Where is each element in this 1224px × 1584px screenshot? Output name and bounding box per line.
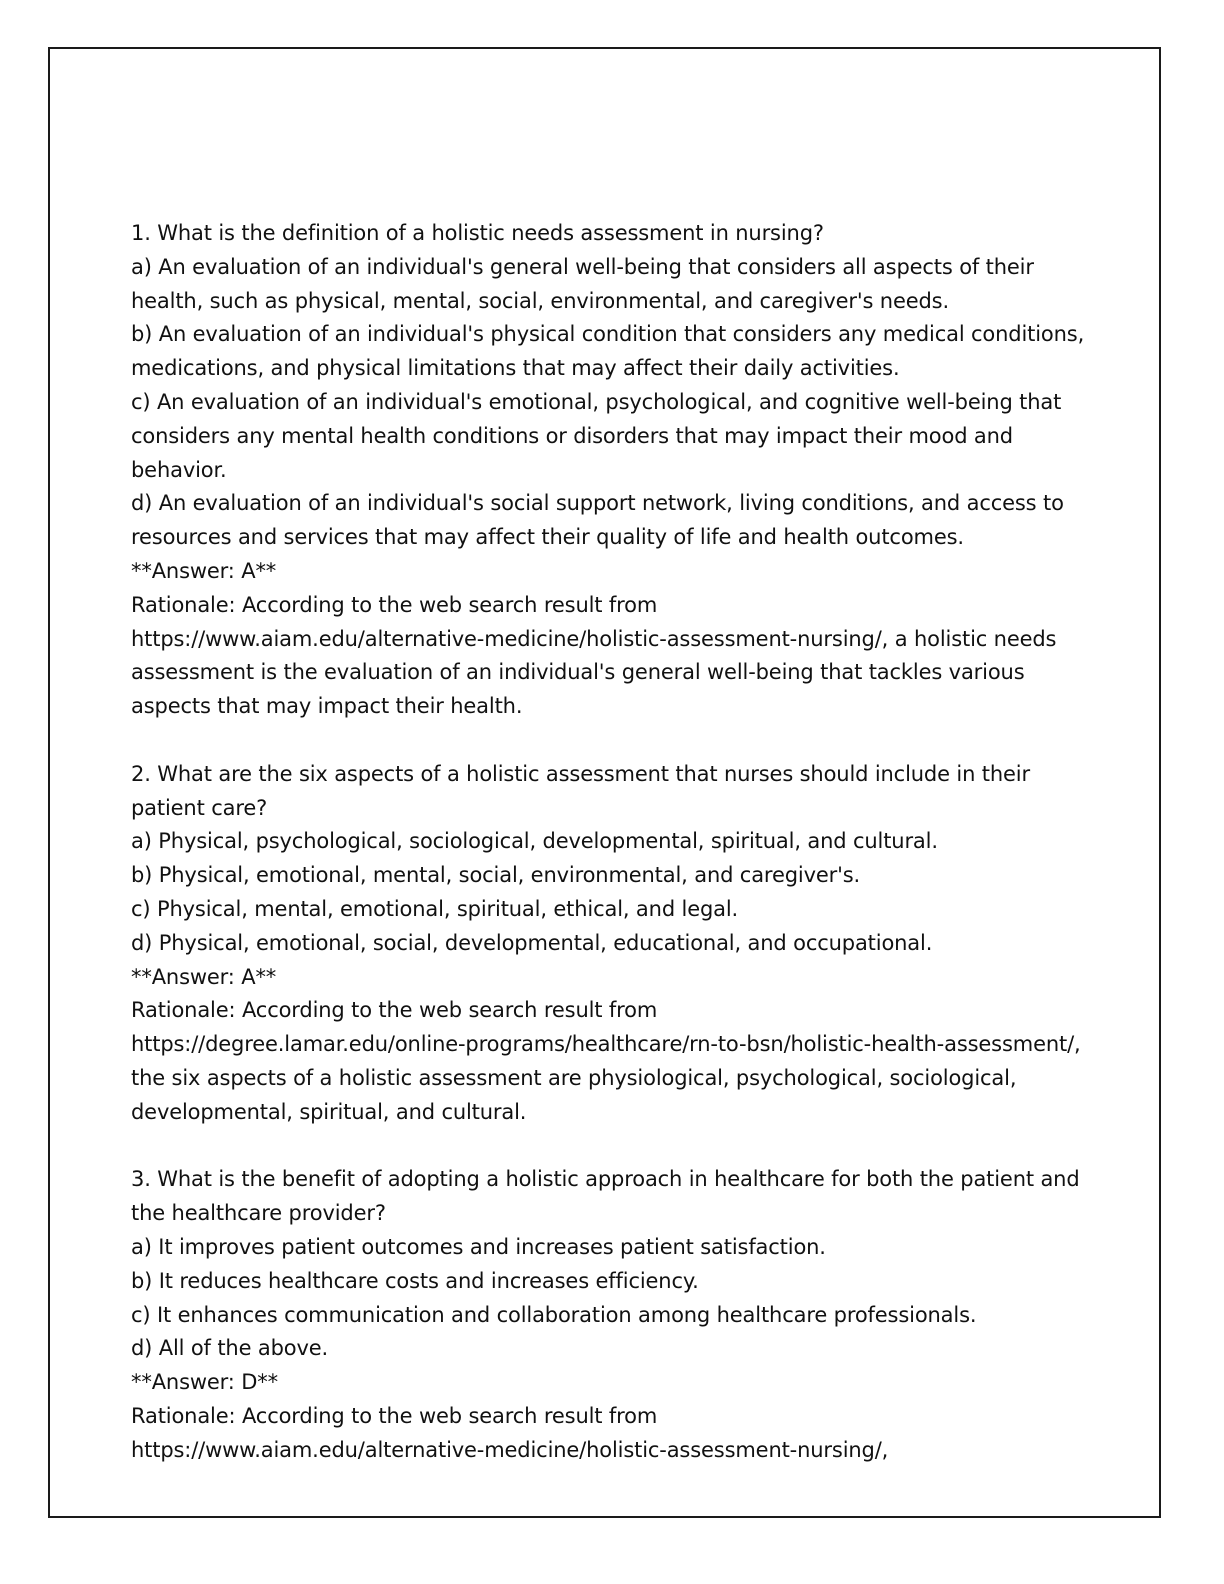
- answer-option: d) Physical, emotional, social, developmental, educational, and occupational.: [131, 930, 933, 955]
- question-prompt: 2. What are the six aspects of a holistic assessment that nurses should include in their patient care?: [131, 761, 1030, 820]
- rationale-intro: Rationale: According to the web search result from: [131, 1403, 658, 1428]
- rationale-url: https://www.aiam.edu/alternative-medicine/holistic-assessment-nursing/: [131, 1437, 882, 1462]
- rationale-text: , a holistic needs assessment is the evaluation of an individual's general well-being that tackles various aspects that may impact their health.: [131, 626, 1057, 719]
- rationale-url: https://www.aiam.edu/alternative-medicine/holistic-assessment-nursing/: [131, 626, 882, 651]
- answer-option: c) It enhances communication and collaboration among healthcare professionals.: [131, 1302, 977, 1327]
- rationale-body: [131, 1028, 1091, 1129]
- answer-option: b) It reduces healthcare costs and increases efficiency.: [131, 1268, 699, 1293]
- rationale-intro: Rationale: According to the web search result from: [131, 592, 658, 617]
- answer-option: d) All of the above.: [131, 1336, 329, 1361]
- answer-option: b) An evaluation of an individual's physical condition that considers any medical conditions, medications, and physical limitations that may affect their daily activities.: [131, 322, 1085, 381]
- question-block-1: [131, 217, 1091, 724]
- answer-option: c) An evaluation of an individual's emotional, psychological, and cognitive well-being that considers any mental health conditions or disorders that may impact their mood and behavior.: [131, 389, 1062, 482]
- correct-answer: **Answer: A**: [131, 558, 277, 583]
- correct-answer: **Answer: A**: [131, 964, 277, 989]
- answer-option: c) Physical, mental, emotional, spiritual, ethical, and legal.: [131, 896, 739, 921]
- answer-option: d) An evaluation of an individual's social support network, living conditions, and access to resources and services that may affect their quality of life and health outcomes.: [131, 491, 1064, 550]
- question-prompt: 3. What is the benefit of adopting a holistic approach in healthcare for both the patient and the healthcare provider?: [131, 1167, 1080, 1226]
- rationale-body: [131, 1434, 1091, 1468]
- rationale-intro: Rationale: According to the web search result from: [131, 998, 658, 1023]
- rationale-text: ,: [881, 1437, 889, 1462]
- question-block-2: [131, 758, 1091, 1130]
- answer-option: a) Physical, psychological, sociological, developmental, spiritual, and cultural.: [131, 829, 938, 854]
- correct-answer: **Answer: D**: [131, 1370, 278, 1395]
- rationale-body: [131, 623, 1091, 724]
- question-block-3: [131, 1163, 1091, 1467]
- rationale-url: https://degree.lamar.edu/online-programs/healthcare/rn-to-bsn/holistic-health-assessment/: [131, 1032, 1075, 1057]
- answer-option: a) It improves patient outcomes and increases patient satisfaction.: [131, 1234, 826, 1259]
- answer-option: a) An evaluation of an individual's general well-being that considers all aspects of their health, such as physical, mental, social, environmental, and caregiver's needs.: [131, 254, 1034, 313]
- question-prompt: 1. What is the definition of a holistic needs assessment in nursing?: [131, 221, 824, 245]
- answer-option: b) Physical, emotional, mental, social, environmental, and caregiver's.: [131, 863, 861, 888]
- document-body: [131, 217, 1091, 1501]
- rationale-text: , the six aspects of a holistic assessment are physiological, psychological, sociological, developmental, spiritual, and cultural.: [131, 1032, 1081, 1124]
